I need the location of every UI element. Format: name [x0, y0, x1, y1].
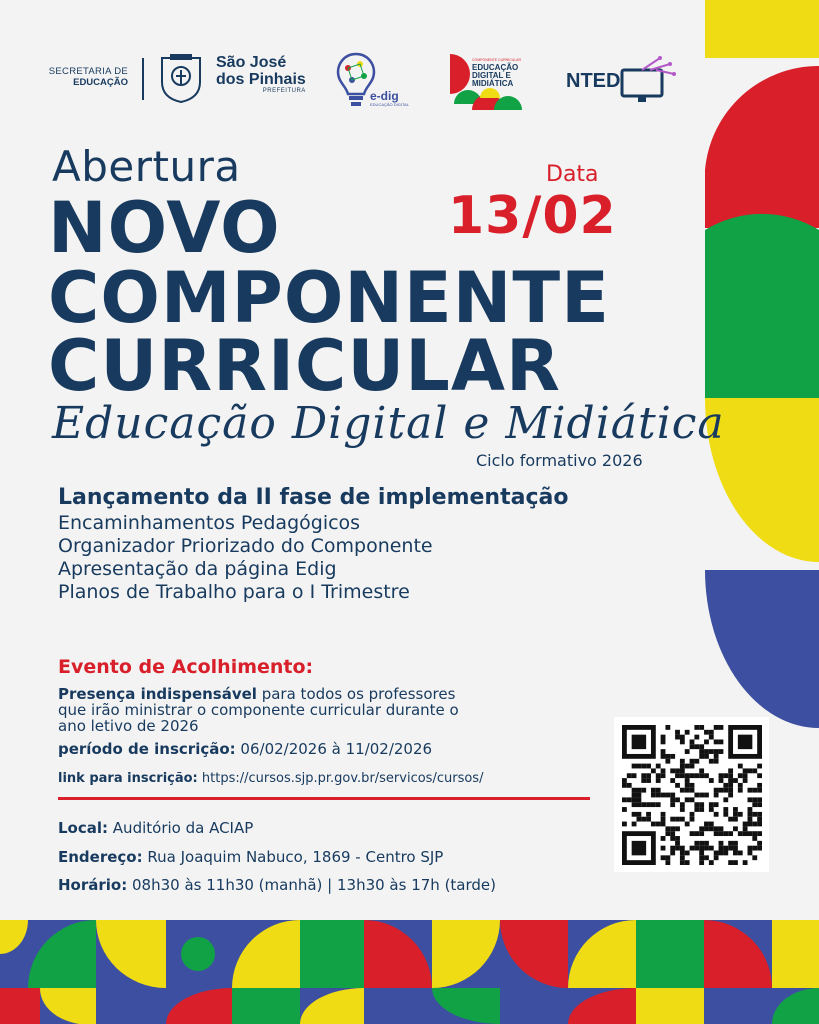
list-item: Encaminhamentos Pedagógicos [58, 512, 361, 534]
link-label: link para inscrição: [58, 771, 198, 786]
secretaria-line1: SECRETARIA DE [48, 66, 128, 77]
secretaria-logo [48, 66, 128, 88]
date-value: 13/02 [448, 186, 617, 246]
city-sub: PREFEITURA [262, 88, 306, 94]
title-line3: CURRICULAR [48, 325, 561, 407]
link-line [58, 770, 483, 787]
city-logo [216, 54, 306, 94]
secretaria-line2: EDUCAÇÃO [73, 77, 128, 88]
city-line1: São José [216, 54, 287, 71]
edig-label: e-dig [370, 89, 399, 103]
edig-logo [370, 90, 409, 107]
registration-link[interactable]: https://cursos.sjp.pr.gov.br/servicos/cursos/ [197, 771, 484, 786]
right-decoration [705, 0, 819, 730]
qr-code[interactable] [622, 725, 762, 865]
address-value: Rua Joaquim Nabuco, 1869 - Centro SJP [142, 848, 444, 866]
presence-bold: Presença indispensável [58, 685, 257, 703]
time-line [58, 877, 496, 894]
launch-list [58, 512, 433, 604]
component-logo-top: COMPONENTE CURRICULAR [472, 58, 522, 62]
component-logo-l2: DIGITAL E [472, 71, 511, 80]
address-label: Endereço: [58, 848, 143, 866]
city-seal-icon [156, 52, 206, 104]
local-line [58, 820, 253, 837]
period-line [58, 741, 432, 758]
local-value: Auditório da ACIAP [108, 819, 254, 837]
city-line2: dos Pinhais [216, 71, 306, 88]
monitor-icon [620, 56, 678, 106]
address-line [58, 849, 443, 866]
presence-rest: para todos os professores [256, 685, 456, 703]
list-item: Organizador Priorizado do Componente [58, 535, 433, 557]
red-divider [58, 797, 590, 800]
component-logo [472, 56, 521, 88]
list-item: Planos de Trabalho para o I Trimestre [58, 581, 410, 603]
local-label: Local: [58, 819, 109, 837]
event-heading: Evento de Acolhimento: [58, 656, 314, 678]
nted-label: NTED [566, 70, 621, 92]
period-value: 06/02/2026 à 11/02/2026 [235, 740, 433, 758]
bottom-pattern [0, 920, 819, 1024]
abertura-label: Abertura [52, 142, 241, 191]
date-label: Data [546, 162, 599, 187]
time-value: 08h30 às 11h30 (manhã) | 13h30 às 17h (tarde) [127, 876, 496, 894]
component-logo-l1: EDUCAÇÃO [472, 63, 519, 72]
list-item: Apresentação da página Edig [58, 558, 337, 580]
time-label: Horário: [58, 876, 128, 894]
presence-line3: ano letivo de 2026 [58, 717, 199, 735]
component-logo-l3: MIDIÁTICA [472, 79, 514, 88]
edig-sub: EDUCAÇÃO DIGITAL [370, 102, 410, 107]
presence-line2: que irão ministrar o componente curricular durante o [58, 701, 459, 719]
period-label: período de inscrição: [58, 740, 236, 758]
script-title: Educação Digital e Midiática [52, 398, 725, 449]
launch-heading: Lançamento da II fase de implementação [58, 485, 569, 510]
ciclo-label: Ciclo formativo 2026 [476, 451, 643, 470]
title-line2: COMPONENTE [48, 257, 610, 339]
title-line1: NOVO [48, 187, 281, 269]
presence-text [58, 686, 459, 734]
logo-divider [142, 58, 144, 100]
